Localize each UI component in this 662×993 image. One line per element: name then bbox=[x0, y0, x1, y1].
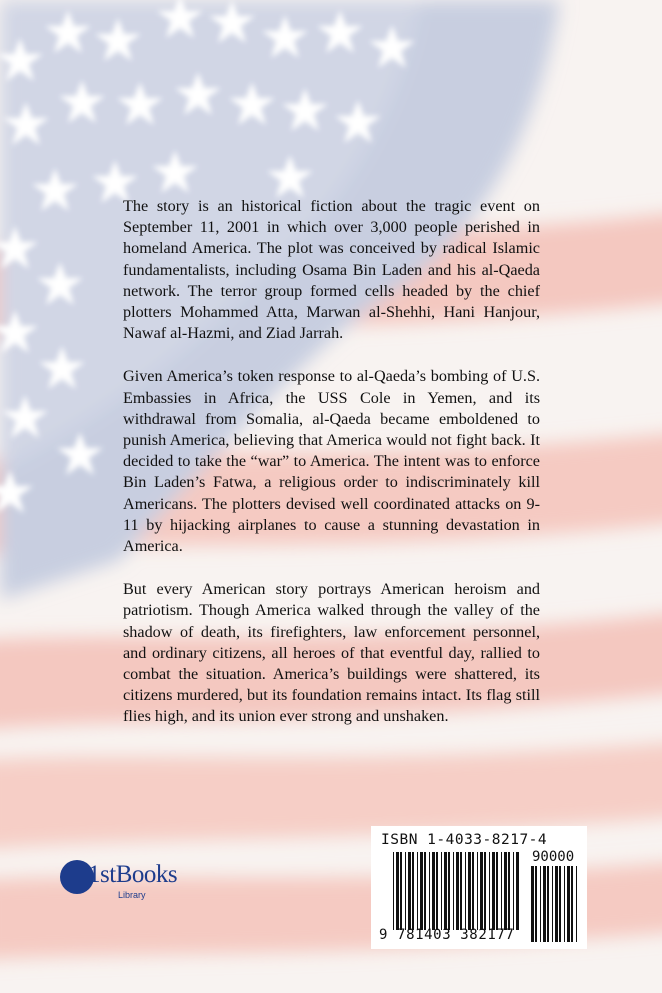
barcode-bar bbox=[480, 852, 483, 930]
barcode-bar bbox=[405, 852, 406, 930]
blurb-paragraph-3: But every American story portrays American heroism and patriotism. Though America walked through the valley of the shadow of death, its firefighters, law enforcement personnel, and ordinary citizens, all heroes of that eventful day, rallied to combat the situation. America’s buildings were shattered, its citizens murdered, but its foundation remains intact. Its flag still flies high, and its union ever strong and unshaken. bbox=[123, 580, 540, 726]
barcode-bar bbox=[535, 866, 537, 942]
barcode-bar bbox=[468, 852, 471, 930]
barcode-bar bbox=[417, 852, 418, 930]
barcode-bar bbox=[393, 852, 394, 930]
logo-name: Books bbox=[115, 861, 178, 888]
ean-number: 9 781403 382177 bbox=[379, 927, 515, 943]
barcode-bar bbox=[465, 852, 466, 930]
barcode-bar bbox=[513, 852, 514, 930]
barcode-bar bbox=[472, 852, 474, 930]
barcode-bar bbox=[424, 852, 426, 930]
barcode-bar bbox=[432, 852, 435, 930]
barcode-bar bbox=[559, 866, 561, 942]
isbn-barcode bbox=[371, 826, 587, 949]
barcode-bar bbox=[501, 852, 502, 930]
barcode-bar bbox=[396, 852, 399, 930]
barcode-bar bbox=[508, 852, 510, 930]
barcode-bar bbox=[547, 866, 549, 942]
barcode-bar bbox=[564, 866, 565, 942]
barcode-bar bbox=[441, 852, 442, 930]
isbn-label: ISBN 1-4033-8217-4 bbox=[381, 832, 548, 848]
barcode-bar bbox=[444, 852, 447, 930]
barcode-bar bbox=[531, 866, 534, 942]
barcode-bar bbox=[456, 852, 459, 930]
barcode-bar bbox=[492, 852, 495, 930]
barcode-bar bbox=[552, 866, 553, 942]
barcode-bar bbox=[484, 852, 486, 930]
barcode-bar bbox=[496, 852, 498, 930]
barcode-bar bbox=[576, 866, 577, 942]
barcode-bar bbox=[420, 852, 423, 930]
barcode-bar bbox=[460, 852, 462, 930]
barcode-bar bbox=[436, 852, 438, 930]
barcode-bar bbox=[429, 852, 430, 930]
barcode-bar bbox=[504, 852, 507, 930]
barcode-bar bbox=[555, 866, 558, 942]
barcode-bar bbox=[477, 852, 478, 930]
barcode-bar bbox=[448, 852, 450, 930]
barcode-bar bbox=[571, 866, 573, 942]
logo-wordmark bbox=[88, 861, 177, 889]
barcode-bar bbox=[489, 852, 490, 930]
blurb-paragraph-1: The story is an historical fiction about the tragic event on September 11, 2001 in which over 3,000 people perished in homeland America. The plot was conceived by radical Islamic fundamentalists, including Osama Bin Laden and his al-Qaeda network. The terror group formed cells headed by the chief plotters Mohammed Atta, Marwan al-Shehhi, Hani Hanjour, Nawaf al-Hazmi, and Ziad Jarrah. bbox=[123, 197, 540, 343]
barcode-bar bbox=[412, 852, 414, 930]
logo-subtitle: Library bbox=[118, 890, 146, 900]
barcode-addon-number: 90000 bbox=[532, 849, 575, 865]
barcode-bar bbox=[408, 852, 411, 930]
barcode-bar bbox=[400, 852, 402, 930]
blurb-paragraph-2: Given America’s token response to al-Qaeda’s bombing of U.S. Embassies in Africa, the USS Cole in Yemen, and its withdrawal from Somalia, al-Qaeda became emboldened to punish America, believing that America would not fight back. It decided to take the “war” to America. The intent was to enforce Bin Laden’s Fatwa, a religious order to indiscriminately kill Americans. The plotters devised well coordinated attacks on 9-11 by hijacking airplanes to cause a stunning devastation in America. bbox=[123, 367, 540, 556]
barcode-bar bbox=[540, 866, 541, 942]
barcode-bar bbox=[567, 866, 570, 942]
publisher-logo bbox=[60, 860, 178, 910]
back-cover-blurb bbox=[123, 196, 540, 750]
barcode-bar bbox=[453, 852, 454, 930]
barcode-bar bbox=[543, 866, 546, 942]
logo-prefix: 1st bbox=[88, 861, 116, 888]
barcode-bar bbox=[516, 852, 519, 930]
